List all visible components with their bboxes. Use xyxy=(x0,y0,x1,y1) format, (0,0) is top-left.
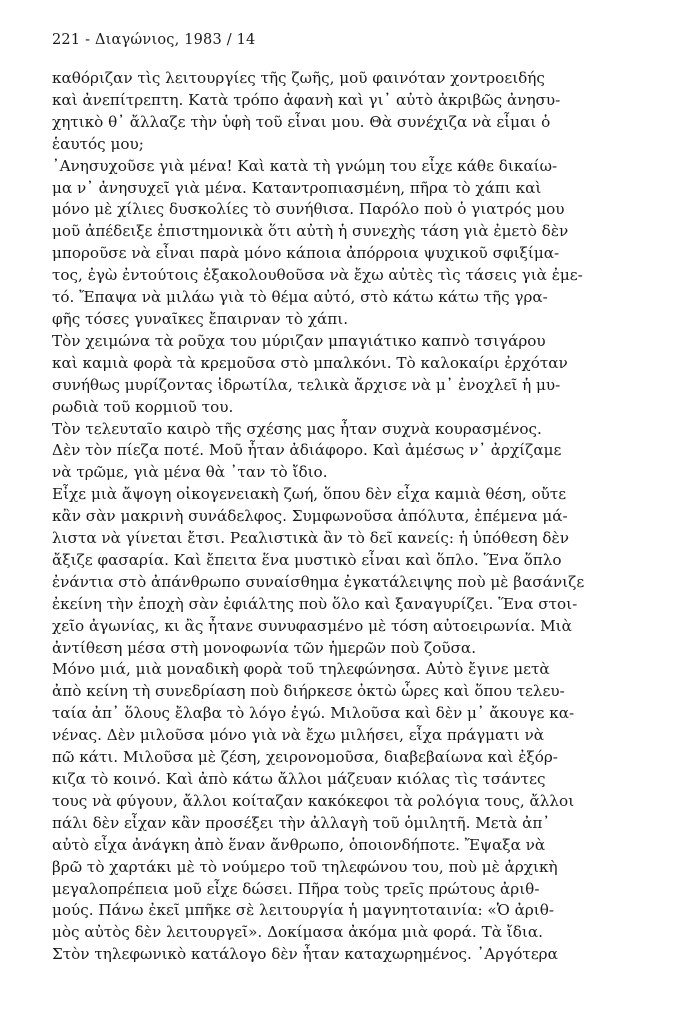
text-line: μποροῦσε νὰ εἶναι παρὰ μόνο κάποια ἀπόρροια ψυχικοῦ σφιξίμα- xyxy=(52,244,560,263)
text-line: τό. Ἔπαψα νὰ μιλάω γιὰ τὸ θέμα αὐτό, στὸ κάτω κάτω τῆς γρα- xyxy=(52,288,548,307)
text-line: κἂν σὰν μακρινὴ συνάδελφος. Συμφωνοῦσα ἀπόλυτα, ἐπέμενα μά- xyxy=(52,507,568,526)
text-line: ἑαυτός μου; xyxy=(52,134,144,153)
text-line: πῶ κάτι. Μιλοῦσα μὲ ζέση, χειρονομοῦσα, διαβεβαίωνα καὶ ἐξόρ- xyxy=(52,748,558,767)
text-line: ταία ἀπ᾽ ὅλους ἔλαβα τὸ λόγο ἐγώ. Μιλοῦσα καὶ δὲν μ᾽ ἄκουγε κα- xyxy=(52,704,575,723)
text-line: τος, ἐγὼ ἐντούτοις ἐξακολουθοῦσα νὰ ἔχω αὐτὲς τὶς τάσεις γιὰ ἐμε- xyxy=(52,266,583,285)
text-line: χεῖο ἀγωνίας, κι ἂς ἦτανε συνυφασμένο μὲ τόση αὐτοειρωνία. Μιὰ xyxy=(52,616,572,635)
text-line: ἄξιζε φασαρία. Καὶ ἔπειτα ἕνα μυστικὸ εἶναι καὶ ὅπλο. Ἕνα ὅπλο xyxy=(52,550,562,569)
text-line: πάλι δὲν εἶχαν κἂν προσέξει τὴν ἀλλαγὴ τοῦ ὁμιλητῆ. Μετὰ ἀπ᾽ xyxy=(52,813,550,832)
text-line: ρωδιὰ τοῦ κορμιοῦ του. xyxy=(52,397,234,416)
text-line: φῆς τόσες γυναῖκες ἔπαιρναν τὸ χάπι. xyxy=(52,309,349,328)
text-line: μα ν᾽ ἀνησυχεῖ γιὰ μένα. Καταντροπιασμένη, πῆρα τὸ χάπι καὶ xyxy=(52,178,542,197)
text-line: καθόριζαν τὶς λειτουργίες τῆς ζωῆς, μοῦ φαινόταν χοντροειδής xyxy=(52,69,545,87)
text-line: ἀντίθεση μέσα στὴ μονοφωνία τῶν ἡμερῶν ποὺ ζοῦσα. xyxy=(52,638,477,657)
text-line: νὰ τρῶμε, γιὰ μένα θὰ ᾽ταν τὸ ἴδιο. xyxy=(52,463,328,482)
text-line: μὸς αὐτὸς δὲν λειτουργεῖ». Δοκίμασα ἀκόμα μιὰ φορά. Τὰ ἴδια. xyxy=(52,923,543,942)
text-line: Στὸν τηλεφωνικὸ κατάλογο δὲν ἦταν καταχωρημένος. ᾽Αργότερα xyxy=(52,945,558,964)
text-line: Τὸν τελευταῖο καιρὸ τῆς σχέσης μας ἦταν συχνὰ κουρασμένος. xyxy=(52,419,542,438)
text-line: μούς. Πάνω ἐκεῖ μπῆκε σὲ λειτουργία ἡ μαγνητοταινία: «Ὁ ἀριθ- xyxy=(52,901,554,920)
text-line: μεγαλοπρέπεια μοῦ εἶχε δώσει. Πῆρα τοὺς τρεῖς πρώτους ἀριθ- xyxy=(52,879,540,898)
text-line: καὶ καμιὰ φορὰ τὰ κρεμοῦσα στὸ μπαλκόνι. Τὸ καλοκαίρι ἐρχόταν xyxy=(52,353,568,372)
text-line: Μόνο μιά, μιὰ μοναδικὴ φορὰ τοῦ τηλεφώνησα. Αὐτὸ ἔγινε μετὰ xyxy=(52,660,550,679)
text-line: ἐκείνη τὴν ἐποχὴ σὰν ἐφιάλτης ποὺ ὅλο καὶ ξαναγυρίζει. Ἕνα στοι- xyxy=(52,594,578,613)
text-line: Δὲν τὸν πίεζα ποτέ. Μοῦ ἦταν ἀδιάφορο. Καὶ ἀμέσως ν᾽ ἀρχίζαμε xyxy=(52,441,562,460)
text-line: λιστα νὰ γίνεται ἔτσι. Ρεαλιστικὰ ἂν τὸ δεῖ κανείς: ἡ ὑπόθεση δὲν xyxy=(52,529,569,548)
page-header: 221 - Διαγώνιος, 1983 / 14 xyxy=(52,32,256,48)
text-line: μοῦ ἀπέδειξε ἐπιστημονικὰ ὅτι αὐτὴ ἡ συνεχὴς τάση γιὰ ἐμετὸ δὲν xyxy=(52,222,569,241)
text-line: τους νὰ φύγουν, ἄλλοι κοίταζαν κακόκεφοι τὰ ρολόγια τους, ἄλλοι xyxy=(52,791,575,810)
text-line: ᾽Ανησυχοῦσε γιὰ μένα! Καὶ κατὰ τὴ γνώμη του εἶχε κάθε δικαίω- xyxy=(52,156,558,175)
text-line: κιζα τὸ κοινό. Καὶ ἀπὸ κάτω ἄλλοι μάζευαν κιόλας τὶς τσάντες xyxy=(52,770,546,788)
text-line: Εἶχε μιὰ ἄψογη οἰκογενειακὴ ζωή, ὅπου δὲν εἶχα καμιὰ θέση, οὔτε xyxy=(52,485,567,504)
body-text xyxy=(52,68,612,966)
text-line: καὶ ἀνεπίτρεπτη. Κατὰ τρόπο ἀφανὴ καὶ γι᾽ αὐτὸ ἀκριβῶς ἀνησυ- xyxy=(52,90,561,109)
text-line: ἐνάντια στὸ ἀπάνθρωπο συναίσθημα ἐγκατάλειψης ποὺ μὲ βασάνιζε xyxy=(52,572,585,591)
text-line: συνήθως μυρίζοντας ἱδρωτίλα, τελικὰ ἄρχισε νὰ μ᾽ ἐνοχλεῖ ἡ μυ- xyxy=(52,375,561,394)
text-line: Τὸν χειμώνα τὰ ροῦχα του μύριζαν μπαγιάτικο καπνὸ τσιγάρου xyxy=(52,331,546,350)
text-line: ἀπὸ κείνη τὴ συνεδρίαση ποὺ διήρκεσε ὀκτὼ ὧρες καὶ ὅπου τελευ- xyxy=(52,682,565,701)
text-line: μόνο μὲ χίλιες δυσκολίες τὸ συνήθισα. Παρόλο ποὺ ὁ γιατρός μου xyxy=(52,200,565,219)
text-line: βρῶ τὸ χαρτάκι μὲ τὸ νούμερο τοῦ τηλεφώνου του, ποὺ μὲ ἀρχικὴ xyxy=(52,857,558,876)
text-line: αὐτὸ εἶχα ἀνάγκη ἀπὸ ἕναν ἄνθρωπο, ὁποιονδήποτε. Ἔψαξα νὰ xyxy=(52,835,546,854)
text-line: χητικὸ θ᾽ ἄλλαζε τὴν ὑφὴ τοῦ εἶναι μου. Θὰ συνέχιζα νὰ εἶμαι ὁ xyxy=(52,112,551,131)
text-line: νένας. Δὲν μιλοῦσα μόνο γιὰ νὰ ἔχω μιλήσει, εἶχα πράγματι νὰ xyxy=(52,726,544,745)
